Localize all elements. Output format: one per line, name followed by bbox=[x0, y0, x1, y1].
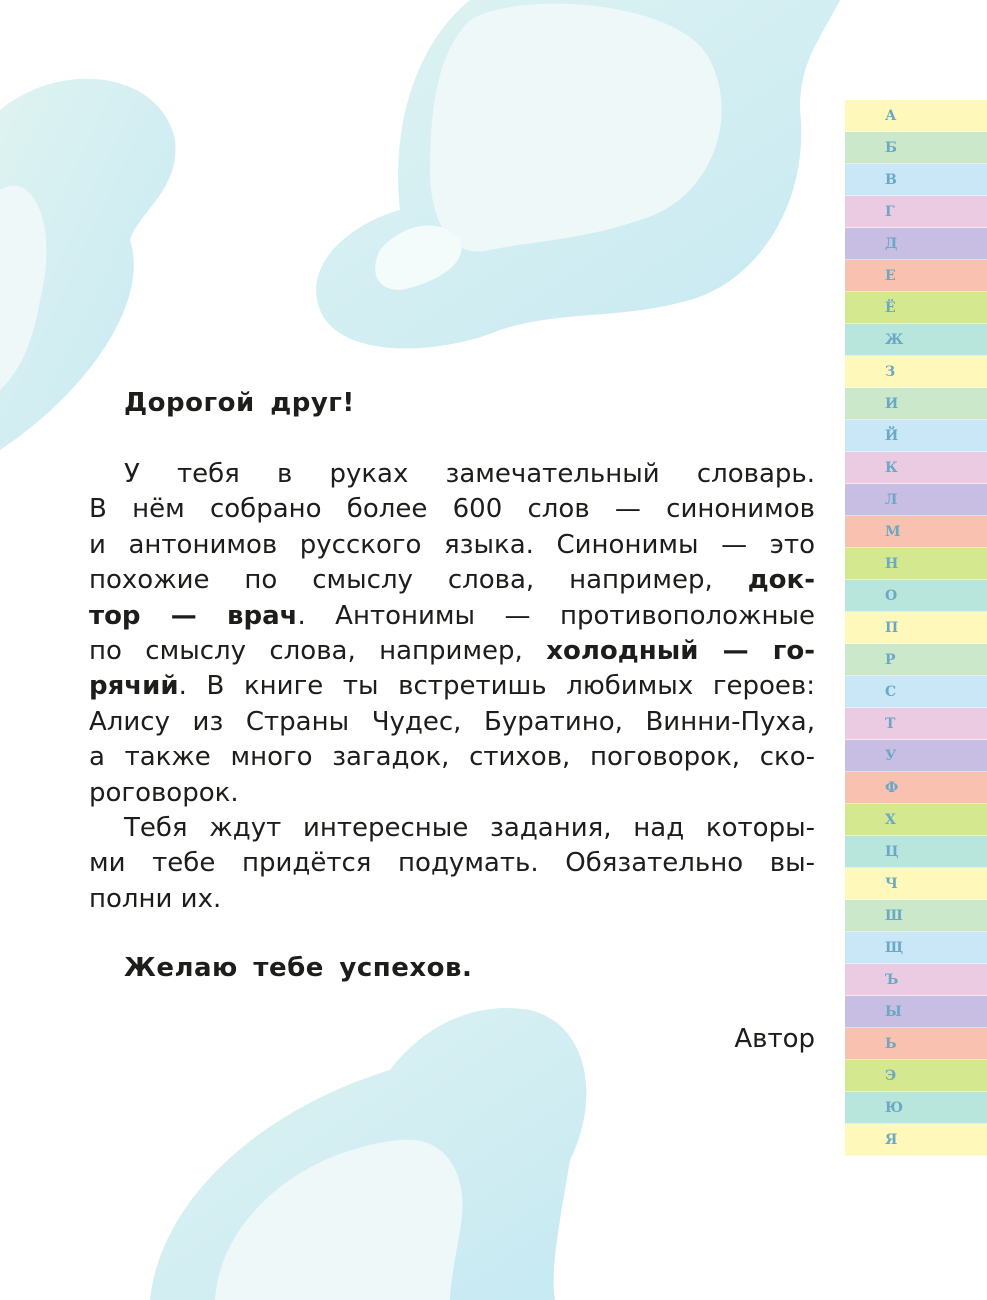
alphabet-tab[interactable]: С bbox=[845, 676, 987, 708]
alphabet-tab[interactable]: Ц bbox=[845, 836, 987, 868]
alphabet-tab[interactable]: Э bbox=[845, 1060, 987, 1092]
alphabet-tab[interactable]: Ж bbox=[845, 324, 987, 356]
bold-example: тор — врач bbox=[89, 600, 298, 631]
alphabet-tab[interactable]: О bbox=[845, 580, 987, 612]
cloud-bottom bbox=[150, 1008, 586, 1300]
text-line bbox=[89, 634, 815, 669]
text-line bbox=[89, 705, 815, 740]
alphabet-tab[interactable]: Ш bbox=[845, 900, 987, 932]
author-signature: Автор bbox=[734, 1024, 815, 1054]
text-line bbox=[89, 669, 815, 704]
text-segment: ми тебе придётся подумать. Обязательно вы- bbox=[89, 848, 815, 879]
bold-example: холодный — го- bbox=[546, 635, 815, 666]
alphabet-tab[interactable]: Ь bbox=[845, 1028, 987, 1060]
text-line bbox=[89, 528, 815, 563]
alphabet-tab[interactable]: Щ bbox=[845, 932, 987, 964]
alphabet-tab[interactable]: Ъ bbox=[845, 964, 987, 996]
alphabet-tab[interactable]: Х bbox=[845, 804, 987, 836]
alphabet-tab[interactable]: Д bbox=[845, 228, 987, 260]
greeting-heading: Дорогой друг! bbox=[124, 388, 355, 418]
text-segment: В нём собрано более 600 слов — синонимов bbox=[89, 494, 815, 525]
alphabet-tab[interactable]: Ф bbox=[845, 772, 987, 804]
bold-example: рячий bbox=[89, 671, 179, 702]
alphabet-tab[interactable]: Г bbox=[845, 196, 987, 228]
alphabet-tab[interactable]: Н bbox=[845, 548, 987, 580]
cloud-top bbox=[316, 0, 840, 348]
intro-paragraphs bbox=[89, 457, 815, 917]
text-line bbox=[89, 599, 815, 634]
alphabet-tab[interactable]: Ё bbox=[845, 292, 987, 324]
text-segment: по смыслу слова, например, bbox=[89, 635, 547, 666]
alphabet-tab[interactable]: Е bbox=[845, 260, 987, 292]
alphabet-tab[interactable]: И bbox=[845, 388, 987, 420]
alphabet-tab[interactable]: В bbox=[845, 164, 987, 196]
text-segment: Алису из Страны Чудес, Буратино, Винни-Пуха, bbox=[89, 706, 815, 737]
text-segment: похожие по смыслу слова, например, bbox=[89, 565, 748, 596]
text-segment: . В книге ты встретишь любимых героев: bbox=[178, 671, 815, 702]
text-line bbox=[89, 492, 815, 527]
closing-heading: Желаю тебе успехов. bbox=[124, 953, 473, 983]
alphabet-tab[interactable]: К bbox=[845, 452, 987, 484]
text-line bbox=[89, 740, 815, 775]
alphabet-tab[interactable]: Б bbox=[845, 132, 987, 164]
alphabet-tab[interactable]: Й bbox=[845, 420, 987, 452]
alphabet-tab[interactable]: Ю bbox=[845, 1092, 987, 1124]
alphabet-tab[interactable]: Т bbox=[845, 708, 987, 740]
alphabet-index bbox=[845, 100, 987, 1156]
alphabet-tab[interactable]: А bbox=[845, 100, 987, 132]
alphabet-tab[interactable]: Л bbox=[845, 484, 987, 516]
text-line bbox=[89, 776, 815, 811]
text-segment: а также много загадок, стихов, поговорок, ско- bbox=[89, 742, 815, 773]
alphabet-tab[interactable]: З bbox=[845, 356, 987, 388]
text-line bbox=[89, 811, 815, 846]
alphabet-tab[interactable]: П bbox=[845, 612, 987, 644]
alphabet-tab[interactable]: Р bbox=[845, 644, 987, 676]
alphabet-tab[interactable]: Ы bbox=[845, 996, 987, 1028]
alphabet-tab[interactable]: М bbox=[845, 516, 987, 548]
text-segment: полни их. bbox=[89, 883, 222, 914]
alphabet-tab[interactable]: Я bbox=[845, 1124, 987, 1156]
text-line bbox=[89, 846, 815, 881]
text-line bbox=[89, 457, 815, 492]
alphabet-tab[interactable]: У bbox=[845, 740, 987, 772]
text-segment: . Антонимы — противоположные bbox=[297, 600, 816, 631]
bold-example: док- bbox=[747, 565, 815, 596]
text-segment: Тебя ждут интересные задания, над которы- bbox=[124, 812, 815, 843]
text-line bbox=[89, 882, 815, 917]
text-segment: У тебя в руках замечательный словарь. bbox=[124, 459, 815, 489]
text-segment: роговорок. bbox=[89, 777, 239, 808]
text-segment: и антонимов русского языка. Синонимы — это bbox=[89, 529, 815, 560]
text-line bbox=[89, 563, 815, 598]
alphabet-tab[interactable]: Ч bbox=[845, 868, 987, 900]
